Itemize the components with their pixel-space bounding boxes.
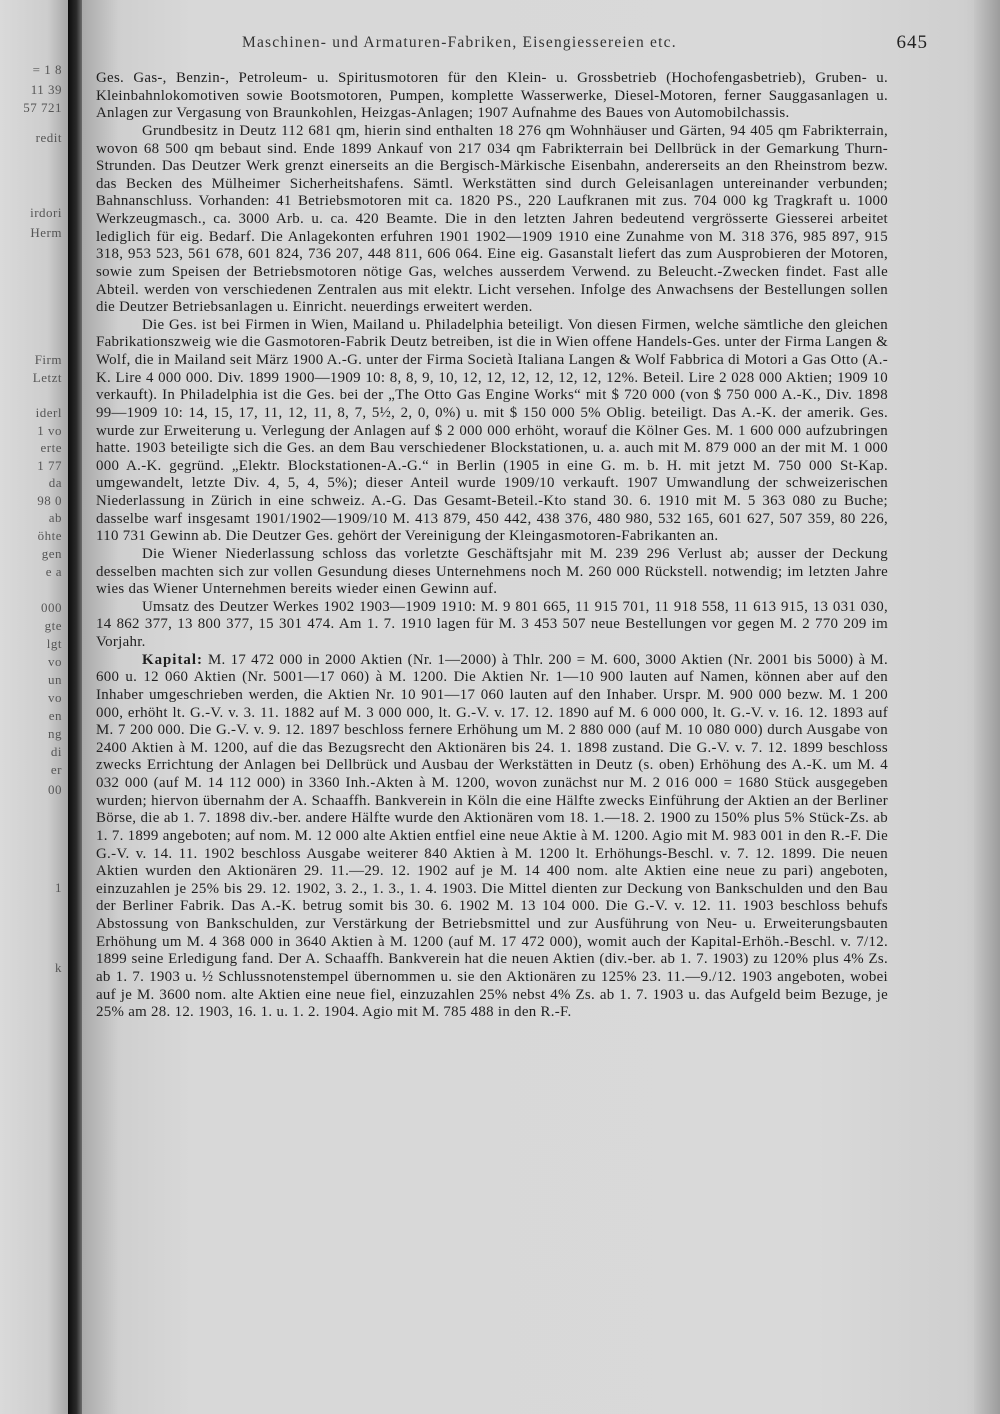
facing-page-fragment: en: [48, 708, 62, 723]
section-keyword: Kapital:: [142, 651, 203, 668]
paragraph: [96, 599, 888, 652]
facing-page-fragment: da: [48, 475, 62, 490]
facing-page-fragment: öhte: [37, 528, 62, 543]
paragraph-text: Ges. Gas-, Benzin-, Petroleum- u. Spiritusmotoren für den Klein- u. Grossbetrieb (Hochofengasbetrieb), Gruben- u. Kleinbahnlokomotiven sowie Bootsmotoren, Pumpen, komplette Wasserwerke, Diesel-Motoren, ferner Sauggasanlagen u. Anlagen zur Vergasung von Braunkohlen, Heizgas-Anlagen; 1907 Aufnahme des Baues von Automobilchassis.: [96, 70, 888, 122]
page-edge-shadow: [974, 0, 1000, 1414]
facing-page-fragment: k: [55, 960, 62, 975]
facing-page-fragment: erte: [40, 440, 62, 455]
facing-page-fragment: Firm: [34, 352, 62, 367]
facing-page-fragment: lgt: [46, 636, 62, 651]
facing-page-fragment: 11 39: [30, 82, 62, 97]
facing-page-fragment: Letzt: [32, 370, 62, 385]
paragraph: [96, 546, 888, 599]
facing-page-fragment: ab: [48, 510, 62, 525]
running-head: Maschinen- und Armaturen-Fabriken, Eisengiessereien etc.: [242, 34, 677, 51]
paragraph-text: Die Wiener Niederlassung schloss das vorletzte Geschäftsjahr mit M. 239 296 Verlust ab; ausser der Deckung desselben machten sich zur vollen Gesundung dieses Unternehmens noch M. 260 000 Rückstell. notwendig; im letzten Jahre wies das Wiener Unternehmen bereits wieder einen Gewinn auf.: [96, 545, 888, 598]
paragraph: [96, 70, 888, 123]
facing-page-fragment: 1: [55, 880, 62, 895]
facing-page-fragment: 57 721: [23, 100, 62, 115]
facing-page-fragment: gen: [41, 546, 62, 561]
facing-page-fragment: = 1 8: [32, 62, 62, 77]
facing-page-fragment: ng: [48, 726, 62, 741]
page-number: 645: [896, 32, 928, 53]
paragraph-text: Umsatz des Deutzer Werkes 1902 1903—1909 1910: M. 9 801 665, 11 915 701, 11 918 558, 11 613 915, 13 031 030, 14 862 377, 13 800 377, 15 301 474. Am 1. 7. 1910 lagen für M. 3 453 507 neue Bestellungen vor gegen M. 2 770 209 im Vorjahr.: [96, 598, 888, 650]
facing-page-fragment: e a: [45, 564, 62, 579]
paragraph-text: M. 17 472 000 in 2000 Aktien (Nr. 1—2000) à Thlr. 200 = M. 600, 3000 Aktien (Nr. 2001 bis 5000) à M. 600 u. 12 060 Aktien (Nr. 5001—17 060) à M. 1200. Die Aktien Nr. 1—10 900 lauten auf Namen, können aber auf den Inhaber umgeschrieben werden, die Aktien Nr. 10 901—17 060 lauten auf den Inhaber. Urspr. M. 900 000 bezw. M. 1 200 000, erhöht lt. G.-V. v. 3. 11. 1882 auf M. 3 000 000, lt. G.-V. v. 17. 12. 1890 auf M. 6 000 000, lt. G.-V. v. 16. 12. 1893 auf M. 7 200 000. Die G.-V. v. 9. 12. 1897 beschloss fernere Erhöhung um M. 2 880 000 (auf M. 10 080 000) durch Ausgabe von 2400 Aktien à M. 1200, auf die das Bezugsrecht den Aktionären bis 24. 1. 1898 zustand. Die G.-V. v. 7. 12. 1899 beschloss zwecks Errichtung der Anlagen bei Dellbrück und Ausbau der Werkstätten in Deutz (s. oben) Erhöhung des A.-K. um M. 4 032 000 (auf M. 14 112 000) in 3360 Inh.-Akten à M. 1200, wovon zunächst nur M. 2 016 000 = 1680 Stück ausgegeben wurden; hiervon übernahm der A. Schaaffh. Bankverein in Köln die eine Hälfte zwecks Einführung der Aktien an der Berliner Börse, die ab 1. 7. 1898 div.-ber. andere Hälfte wurde den Aktionären vom 18. 1.—18. 2. 1900 zu 150% plus 5% Stück-Zs. ab 1. 7. 1899 angeboten; auf nom. M. 12 000 alte Aktien entfiel eine neue Aktie à M. 1200. Agio mit M. 983 001 in den R.-F. Die G.-V. v. 14. 11. 1902 beschloss Ausgabe weiterer 840 Aktien à M. 1200 lt. Erhöhungs-Beschl. v. 7. 12. 1899. Die neuen Aktien wurden den Aktionären 29. 11.—29. 12. 1902 auf je M. 14 400 nom. alte Aktien eine neue zu pari) angeboten, einzuzahlen je 25% bis 29. 12. 1902, 3. 2., 1. 3., 1. 4. 1903. Die Mittel dienten zur Deckung von Bankschulden und den Bau der Berliner Fabrik. Das A.-K. betrug somit bis 30. 6. 1902 M. 13 104 000. Die G.-V. v. 12. 11. 1903 beschloss behufs Abstossung von Bankschulden, zur Verstärkung der Betriebsmittel und zur Ausführung von Neu- u. Erweiterungsbauten Erhöhung um M. 4 368 000 in 3640 Aktien à M. 1200 (auf M. 17 472 000), womit auch der Kapital-Erhöh.-Beschl. v. 7/12. 1899 seine Erledigung fand. Der A. Schaaffh. Bankverein hat die neuen Aktien (div.-ber. ab 1. 7. 1903) zu 120% plus 4% Zs. ab 1. 7. 1903 u. ½ Schlussnotenstempel übernommen u. sie den Aktionären zu 125% 23. 11.—9./12. 1903 angeboten, wobei auf je M. 3600 nom. alte Aktien eine neue fiel, einzuzahlen 25% nebst 4% Zs. ab 1. 7. 1903 u. das Aufgeld beim Bezuge, je 25% am 28. 12. 1903, 16. 1. u. 1. 2. 1904. Agio mit M. 785 488 in den R.-F.: [96, 651, 888, 1021]
page-header: [82, 34, 1000, 56]
book-binding: [68, 0, 82, 1414]
facing-page-fragment: redit: [35, 130, 62, 145]
document-page: [82, 0, 1000, 1414]
facing-page-fragment: un: [48, 672, 62, 687]
facing-page-fragment: 98 0: [37, 493, 62, 508]
facing-page-fragment: di: [50, 744, 62, 759]
facing-page-fragment: irdori: [30, 205, 62, 220]
facing-page-fragment: vo: [48, 690, 62, 705]
facing-page-fragment: Herm: [30, 225, 62, 240]
paragraph: [96, 317, 888, 546]
paragraph: [96, 652, 888, 1022]
paragraph-text: Die Ges. ist bei Firmen in Wien, Mailand u. Philadelphia beteiligt. Von diesen Firmen, welche sämtliche den gleichen Fabrikationszweig wie die Gasmotoren-Fabrik Deutz betreiben, ist die in Wien offene Handels-Ges. unter der Firma Langen & Wolf, die in Mailand seit März 1900 A.-G. unter der Firma Società Italiana Langen & Wolf Fabbrica di Motori a Gas Otto (A.-K. Lire 4 000 000. Div. 1899 1900—1909 10: 8, 8, 9, 10, 12, 12, 12, 12, 12, 12, 12%. Beteil. Lire 2 028 000 Aktien; 1909 10 verkauft). In Philadelphia ist die Ges. bei der „The Otto Gas Engine Works“ mit $ 720 000 (von $ 750 000 A.-K., Div. 1898 99—1909 10: 14, 15, 17, 11, 12, 11, 8, 7, 5½, 2, 0, 0%) u. mit $ 150 000 5% Oblig. beteiligt. Das A.-K. der amerik. Ges. wurde zur Erweiterung u. Verlegung der Anlagen auf $ 2 000 000 erhöht, worauf die Kölner Ges. M. 1 600 000 aufzubringen hatte. 1903 beteiligte sich die Ges. an dem Bau verschiedener Blockstationen, u. a. auch mit M. 879 000 an der mit M. 1 000 000 A.-K. gegründ. „Elektr. Blockstationen-A.-G.“ in Berlin (1905 in eine G. m. b. H. mit jetzt M. 750 000 St-Kap. umgewandelt, letzte Div. 4, 5, 4, 5%); dieser Anteil wurde 1909/10 verkauft. 1907 Umwandlung der schweizerischen Niederlassung in Zürich in eine schweiz. A.-G. Das Gesamt-Beteil.-Kto stand 30. 6. 1910 mit M. 5 363 080 zu Buche; dasselbe warf insgesamt 1901/1902—1909/10 M. 413 879, 450 442, 438 376, 480 980, 532 165, 601 627, 507 359, 80 226, 110 731 Gewinn ab. Die Deutzer Ges. gehört der Vereinigung der Kleingasmotoren-Fabrikanten an.: [96, 316, 888, 545]
paragraph: [96, 123, 888, 317]
facing-page-fragment: er: [50, 762, 62, 777]
facing-page-fragment: iderl: [35, 405, 62, 420]
facing-page-fragment: 00: [48, 782, 62, 797]
facing-page-fragment: 000: [41, 600, 62, 615]
facing-page-fragment: gte: [44, 618, 62, 633]
facing-page-fragment: 1 77: [37, 458, 62, 473]
facing-page-fragment: 1 vo: [37, 423, 62, 438]
facing-page-fragment: vo: [48, 654, 62, 669]
paragraph-text: Grundbesitz in Deutz 112 681 qm, hierin sind enthalten 18 276 qm Wohnhäuser und Gärten, 94 405 qm Fabrikterrain, wovon 68 500 qm bebaut sind. Ende 1899 Ankauf von 217 034 qm Fabrikterrain bei Dellbrück in der Gemarkung Thurn-Strunden. Das Deutzer Werk grenzt einerseits an die Bergisch-Märkische Eisenbahn, andererseits an den Rheinstrom bezw. das Becken des Mülheimer Sicherheitshafens. Sämtl. Werkstätten sind durch Geleisanlagen untereinander verbunden; Bahnanschluss. Vorhanden: 41 Betriebsmotoren mit ca. 1820 PS., 220 Laufkranen mit zus. 704 000 kg Tragkraft u. 1000 Werkzeugmasch., ca. 3000 Arb. u. ca. 420 Beamte. Die in den letzten Jahren bedeutend vergrösserte Giesserei arbeitet lediglich für eig. Bedarf. Die Anlagekonten erfuhren 1901 1902—1909 1910 eine Zunahme von M. 318 376, 985 897, 915 318, 953 523, 561 678, 601 824, 736 207, 448 811, 606 064. Eine eig. Gasanstalt liefert das zum Ausprobieren der Motoren, sowie zum Speisen der Betriebsmotoren nötige Gas, welches ausserdem Verwend. zu Beleucht.-Zwecken findet. Fast alle Abteil. werden von verschiedenen Zentralen aus mit elektr. Licht versehen. Infolge des Anwachsens der Bestellungen sollen die Deutzer Betriebsanlagen u. Einricht. neuerdings erweitert werden.: [96, 122, 888, 316]
body-text: [96, 70, 888, 1022]
facing-page-edge: [0, 0, 68, 1414]
